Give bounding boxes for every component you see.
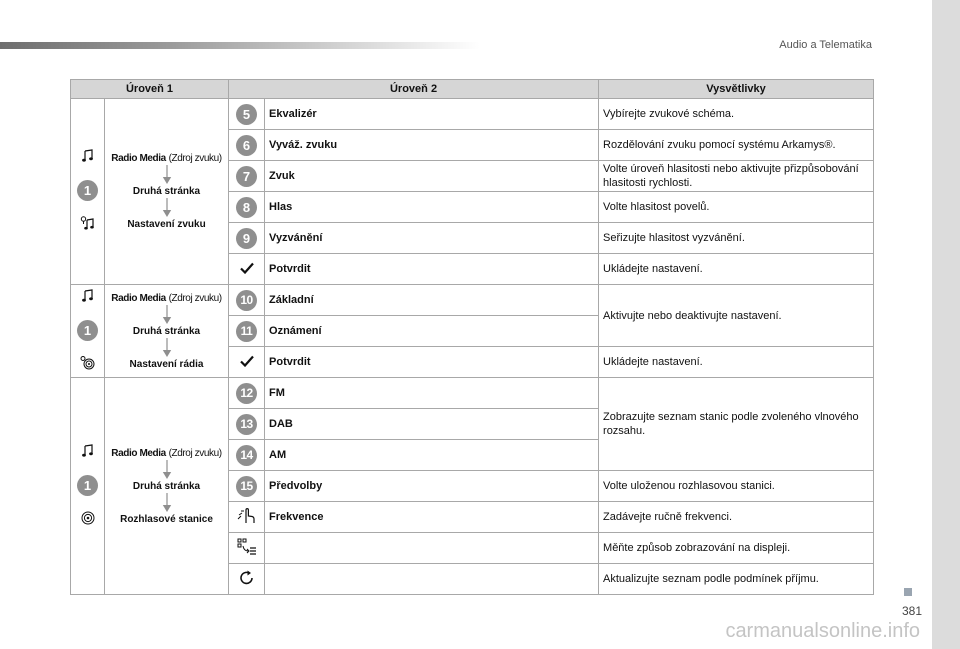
- setting-description: Rozdělování zvuku pomocí systému Arkamys®.: [599, 130, 874, 161]
- source-hint: (Zdroj zvuku): [168, 153, 222, 164]
- level-2-marker-cell: [229, 409, 265, 440]
- level-2-marker-cell: [229, 440, 265, 471]
- level-2-marker-cell: [229, 347, 265, 378]
- level-2-badge: 8: [236, 197, 257, 218]
- setting-description: Seřizujte hlasitost vyzvánění.: [599, 223, 874, 254]
- watermark: carmanualsonline.info: [725, 620, 920, 642]
- next-page-marker: [904, 588, 912, 596]
- level-1-path-cell: [105, 99, 229, 285]
- level-2-badge: 12: [236, 383, 257, 404]
- level-2-marker-cell: [229, 564, 265, 595]
- path-step: Druhá stránka: [132, 186, 201, 197]
- level-2-badge: 11: [236, 321, 257, 342]
- arrow-down-icon: [162, 304, 172, 326]
- arrow-down-icon: [162, 459, 172, 481]
- setting-description: Měňte způsob zobrazování na displeji.: [599, 533, 874, 564]
- music-settings-icon: [80, 215, 96, 234]
- table-body: [71, 99, 874, 595]
- setting-description: Volte hlasitost povelů.: [599, 192, 874, 223]
- setting-label: DAB: [265, 409, 599, 440]
- setting-label: [265, 533, 599, 564]
- table-header-row: [71, 80, 874, 99]
- radio-station-icon: [80, 510, 96, 529]
- level-2-badge: 9: [236, 228, 257, 249]
- refresh-icon: [238, 578, 256, 590]
- section-title: Audio a Telematika: [779, 39, 872, 51]
- music-note-icon: [81, 444, 95, 461]
- level-2-marker-cell: [229, 285, 265, 316]
- setting-description: Ukládejte nastavení.: [599, 254, 874, 285]
- arrow-down-icon: [162, 492, 172, 514]
- source-label: [111, 293, 221, 304]
- level-2-badge: 13: [236, 414, 257, 435]
- music-note-icon: [81, 149, 95, 166]
- level-2-marker-cell: [229, 161, 265, 192]
- source-label: [111, 153, 221, 164]
- setting-label: Základní: [265, 285, 599, 316]
- setting-label: Oznámení: [265, 316, 599, 347]
- setting-label: Vyzvánění: [265, 223, 599, 254]
- source-hint: (Zdroj zvuku): [168, 447, 222, 459]
- setting-label: AM: [265, 440, 599, 471]
- level-2-marker-cell: [229, 378, 265, 409]
- arrow-down-icon: [162, 164, 172, 186]
- level-1-icon-cell: [71, 285, 105, 378]
- path-step: Druhá stránka: [132, 480, 201, 492]
- path-step: Druhá stránka: [132, 325, 201, 337]
- setting-label: Potvrdit: [265, 254, 599, 285]
- source-name: Radio Media: [111, 447, 166, 459]
- table-row: [71, 99, 874, 130]
- setting-description: Zadávejte ručně frekvenci.: [599, 502, 874, 533]
- setting-label: Potvrdit: [265, 347, 599, 378]
- setting-label: Hlas: [265, 192, 599, 223]
- level-2-badge: 10: [236, 290, 257, 311]
- level-2-marker-cell: [229, 471, 265, 502]
- arrow-down-icon: [162, 337, 172, 359]
- path-step: Nastavení zvuku: [127, 219, 206, 230]
- level-1-badge: 1: [77, 180, 98, 201]
- setting-description: Aktivujte nebo deaktivujte nastavení.: [599, 285, 874, 347]
- level-1-path-cell: [105, 378, 229, 595]
- checkmark-icon: [240, 358, 254, 370]
- level-2-badge: 5: [236, 104, 257, 125]
- header-gradient-bar: [0, 42, 480, 49]
- level-2-marker-cell: [229, 316, 265, 347]
- setting-label: Frekvence: [265, 502, 599, 533]
- settings-table: [70, 79, 874, 595]
- path-step: Nastavení rádia: [129, 358, 204, 370]
- music-note-icon: [81, 289, 95, 306]
- level-1-badge: 1: [77, 475, 98, 496]
- setting-description: Volte uloženou rozhlasovou stanici.: [599, 471, 874, 502]
- page-number: 381: [901, 604, 922, 618]
- level-2-marker-cell: [229, 533, 265, 564]
- checkmark-icon: [240, 265, 254, 277]
- level-2-badge: 6: [236, 135, 257, 156]
- column-header-level-2: Úroveň 2: [229, 80, 599, 99]
- table-row: [71, 285, 874, 316]
- page-side-strip: [932, 0, 960, 649]
- setting-label: Předvolby: [265, 471, 599, 502]
- level-2-marker-cell: [229, 99, 265, 130]
- level-1-icon-cell: [71, 99, 105, 285]
- level-1-path-cell: [105, 285, 229, 378]
- source-name: Radio Media: [111, 153, 166, 164]
- level-2-marker-cell: [229, 192, 265, 223]
- level-1-icon-cell: [71, 378, 105, 595]
- setting-label: FM: [265, 378, 599, 409]
- setting-description: Volte úroveň hlasitosti nebo aktivujte přizpůsobování hlasitosti rychlosti.: [599, 161, 874, 192]
- setting-description: Aktualizujte seznam podle podmínek příjmu.: [599, 564, 874, 595]
- display-sort-icon: [237, 547, 257, 559]
- setting-description: Vybírejte zvukové schéma.: [599, 99, 874, 130]
- radio-settings-icon: [80, 355, 96, 374]
- table-row: [71, 378, 874, 409]
- source-label: [111, 448, 221, 459]
- level-2-badge: 14: [236, 445, 257, 466]
- source-name: Radio Media: [111, 292, 166, 304]
- arrow-down-icon: [162, 197, 172, 219]
- column-header-level-1: Úroveň 1: [71, 80, 229, 99]
- setting-label: [265, 564, 599, 595]
- setting-label: Zvuk: [265, 161, 599, 192]
- level-2-marker-cell: [229, 502, 265, 533]
- column-header-explanations: Vysvětlivky: [599, 80, 874, 99]
- level-1-badge: 1: [77, 320, 98, 341]
- level-2-marker-cell: [229, 254, 265, 285]
- level-2-badge: 7: [236, 166, 257, 187]
- setting-label: Ekvalizér: [265, 99, 599, 130]
- level-2-marker-cell: [229, 130, 265, 161]
- path-step: Rozhlasové stanice: [120, 513, 213, 525]
- setting-description: Zobrazujte seznam stanic podle zvoleného vlnového rozsahu.: [599, 378, 874, 471]
- setting-label: Vyváž. zvuku: [265, 130, 599, 161]
- source-hint: (Zdroj zvuku): [168, 292, 222, 304]
- level-2-badge: 15: [236, 476, 257, 497]
- hand-tap-icon: [237, 516, 257, 528]
- setting-description: Ukládejte nastavení.: [599, 347, 874, 378]
- level-2-marker-cell: [229, 223, 265, 254]
